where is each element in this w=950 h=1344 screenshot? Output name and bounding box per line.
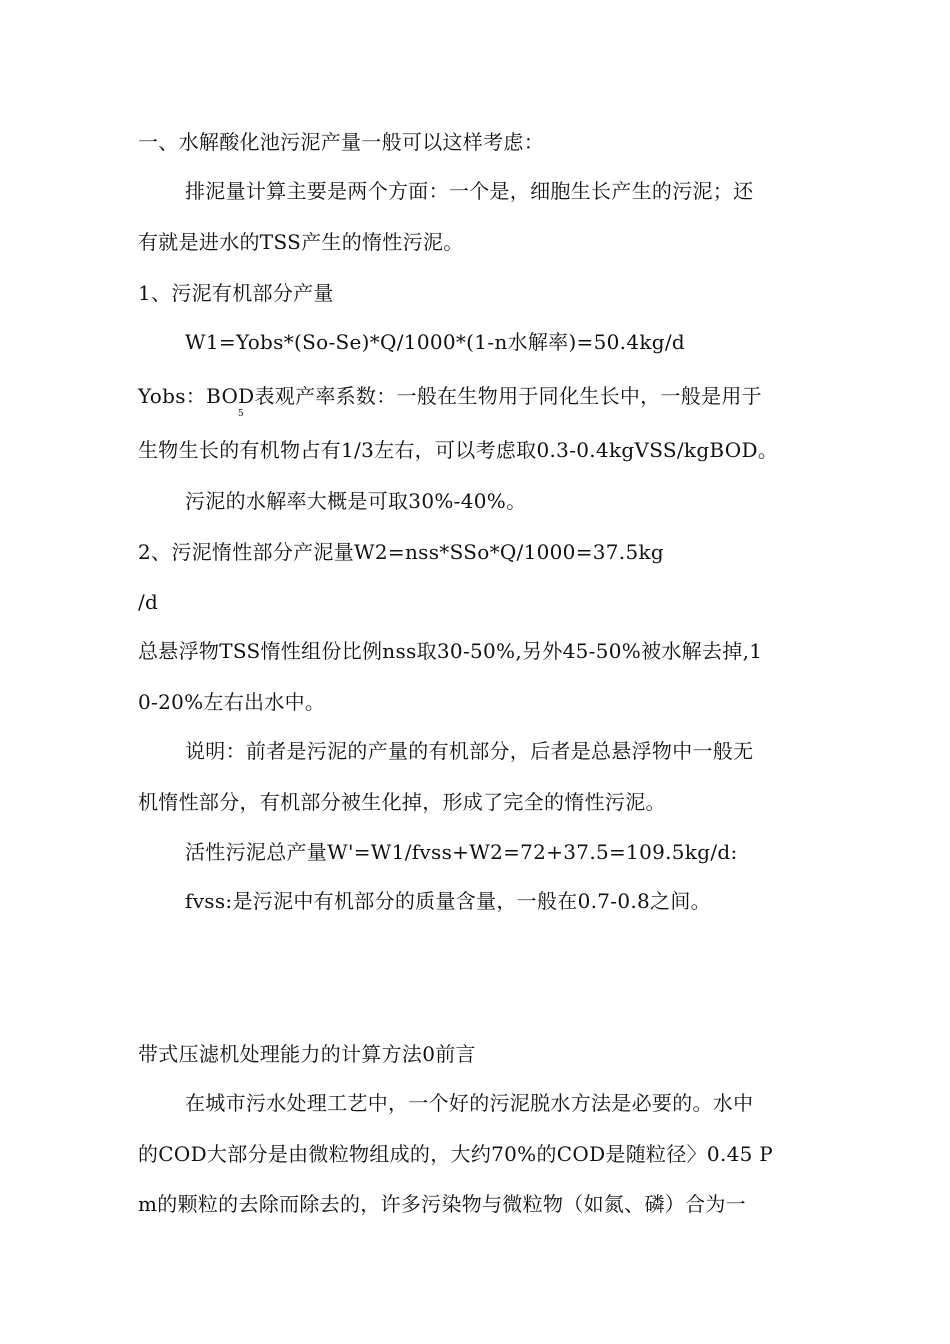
yobs-line-2: 生物生长的有机物占有1/3左右，可以考虑取0.3-0.4kgVSS/kgBOD。 [138,438,779,462]
note-line-1: 说明：前者是污泥的产量的有机部分，后者是总悬浮物中一般无 [185,739,754,763]
tss-line-2: 0-20%左右出水中。 [138,690,326,714]
tss-line-1: 总悬浮物TSS惰性组份比例nss取30-50%,另外45-50%被水解去掉,1 [138,639,763,663]
intro-line-2: 有就是进水的TSS产生的惰性污泥。 [138,230,464,254]
section2-para-line-3: m的颗粒的去除而除去的，许多污染物与微粒物（如氮、磷）合为一 [138,1192,746,1216]
note-line-2: 机惰性部分，有机部分被生化掉，形成了完全的惰性污泥。 [138,790,666,814]
total-formula: 活性污泥总产量W'=W1/fvss+W2=72+37.5=109.5kg/d: [185,840,738,864]
section1-heading: 一、水解酸化池污泥产量一般可以这样考虑： [138,130,544,154]
hydrolysis-rate: 污泥的水解率大概是可取30%-40%。 [185,489,527,513]
section2-title: 带式压滤机处理能力的计算方法0前言 [138,1042,476,1066]
section2-para-line-1: 在城市污水处理工艺中，一个好的污泥脱水方法是必要的。水中 [185,1091,754,1115]
intro-line-1: 排泥量计算主要是两个方面：一个是，细胞生长产生的污泥；还 [185,179,754,203]
fvss-line: fvss:是污泥中有机部分的质量含量，一般在0.7-0.8之间。 [185,889,711,913]
section2-para-line-2: 的COD大部分是由微粒物组成的，大约70%的COD是随粒径〉0.45 P [138,1142,774,1166]
bod-subscript: 5 [238,409,244,419]
item2-title: 2、污泥惰性部分产泥量W2=nss*SSo*Q/1000=37.5kg [138,540,665,564]
item1-formula: W1=Yobs*(So-Se)*Q/1000*(1-n水解率)=50.4kg/d [185,330,686,354]
item2-unit: /d [138,590,159,614]
item1-title: 1、污泥有机部分产量 [138,281,334,305]
yobs-line-1: Yobs：BOD表观产率系数：一般在生物用于同化生长中，一般是用于 [138,384,762,408]
